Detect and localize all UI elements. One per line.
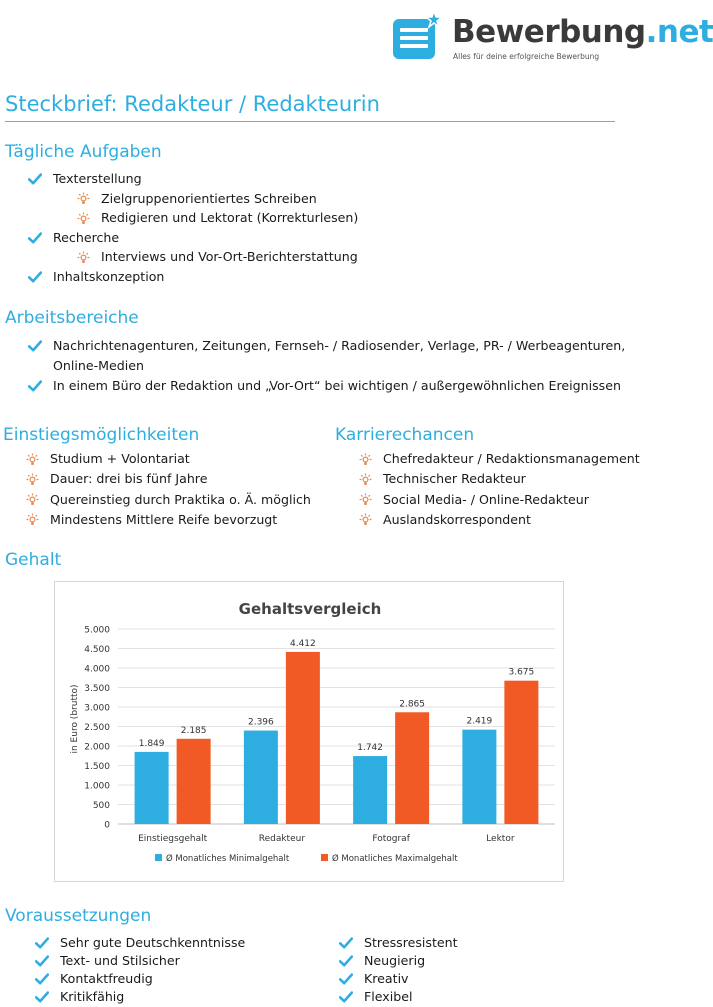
chart-y-tick-label: 2.500 xyxy=(84,723,110,733)
list-item-text: Inhaltskonzeption xyxy=(53,269,165,284)
chart-y-tick-label: 4.500 xyxy=(84,645,110,655)
list-item-text: Auslandskorrespondent xyxy=(383,511,531,527)
list-item-text: Technischer Redakteur xyxy=(383,471,526,487)
check-icon xyxy=(28,267,42,287)
chart-data-label: 2.396 xyxy=(247,717,274,728)
check-icon xyxy=(35,969,49,989)
chart-x-tick-label: Lektor xyxy=(486,834,515,844)
chart-bar-min xyxy=(244,731,278,824)
chart-legend-label: Ø Monatliches Maximalgehalt xyxy=(332,854,458,864)
chart-bar-max xyxy=(504,681,538,824)
chart-y-axis-label: in Euro (brutto) xyxy=(70,684,80,754)
logo-word-main: Bewerbung xyxy=(452,14,646,50)
list-item-text: Text- und Stilsicher xyxy=(60,953,180,968)
list-item-text: Zielgruppenorientiertes Schreiben xyxy=(101,190,317,206)
lightbulb-icon xyxy=(358,490,372,510)
logo-document-icon xyxy=(392,11,446,61)
chart-bar-max xyxy=(395,712,429,824)
list-item xyxy=(35,951,180,971)
list-item xyxy=(35,987,124,1007)
list-item xyxy=(25,490,311,510)
lightbulb-icon xyxy=(76,247,90,267)
list-item-text: Studium + Volontariat xyxy=(50,451,190,466)
chart-data-label: 2.185 xyxy=(180,725,207,736)
chart-data-label: 1.742 xyxy=(357,743,384,754)
list-item xyxy=(76,189,317,209)
list-item xyxy=(339,969,409,989)
list-item-text: Sehr gute Deutschkenntnisse xyxy=(60,935,246,950)
chart-x-tick-label: Fotograf xyxy=(372,834,410,844)
chart-bar-min xyxy=(135,752,169,824)
lightbulb-icon xyxy=(358,510,372,530)
list-item xyxy=(25,449,190,469)
chart-bar-min xyxy=(353,756,387,824)
chart-bar-max xyxy=(286,652,320,824)
lightbulb-icon xyxy=(25,510,39,530)
check-icon xyxy=(339,987,353,1007)
list-item xyxy=(35,933,245,953)
check-icon xyxy=(35,951,49,971)
list-item xyxy=(25,510,277,530)
chart-y-tick-label: 4.000 xyxy=(84,664,110,675)
brand-logo[interactable] xyxy=(392,4,713,64)
list-item xyxy=(339,987,412,1007)
list-item-text: Texterstellung xyxy=(53,171,142,186)
chart-x-tick-label: Einstiegsgehalt xyxy=(138,834,208,844)
salary-chart xyxy=(54,581,564,882)
chart-y-tick-label: 5.000 xyxy=(84,625,110,636)
check-icon xyxy=(35,933,49,953)
list-item-text: Flexibel xyxy=(364,989,413,1004)
list-item xyxy=(339,951,425,971)
list-item xyxy=(35,969,153,989)
check-icon xyxy=(28,228,42,248)
chart-data-label: 2.419 xyxy=(466,716,493,727)
check-icon xyxy=(339,951,353,971)
list-item-text: Dauer: drei bis fünf Jahre xyxy=(50,471,208,487)
lightbulb-icon xyxy=(358,449,372,469)
list-item xyxy=(76,247,358,267)
chart-y-tick-label: 3.500 xyxy=(84,684,110,694)
chart-y-tick-label: 2.000 xyxy=(84,742,110,753)
list-item xyxy=(358,449,640,469)
list-item-text: Recherche xyxy=(53,229,120,245)
check-icon xyxy=(28,169,42,189)
list-item xyxy=(358,469,526,489)
heading-taegliche-aufgaben: Tägliche Aufgaben xyxy=(5,142,162,162)
heading-arbeitsbereiche: Arbeitsbereiche xyxy=(5,308,139,328)
logo-word-tld: .net xyxy=(645,14,713,50)
list-item xyxy=(28,169,142,189)
lightbulb-icon xyxy=(76,208,90,228)
logo-wordmark xyxy=(452,14,713,50)
list-item-text: Stressresistent xyxy=(364,935,458,950)
chart-bar-max xyxy=(177,739,211,824)
list-item-continuation xyxy=(53,356,144,376)
lightbulb-icon xyxy=(25,469,39,489)
list-item-text: Social Media- / Online-Redakteur xyxy=(383,491,589,507)
list-item-text: Kontaktfreudig xyxy=(60,971,153,986)
list-item xyxy=(339,933,458,953)
chart-legend-swatch xyxy=(321,854,328,861)
check-icon xyxy=(35,987,49,1007)
list-item xyxy=(28,228,119,248)
chart-legend-label: Ø Monatliches Minimalgehalt xyxy=(166,854,290,864)
list-item-text: In einem Büro der Redaktion und „Vor-Ort“ bei wichtigen / außergewöhnlichen Ereignissen xyxy=(53,378,621,393)
list-item-text: Quereinstieg durch Praktika o. Ä. möglich xyxy=(50,491,311,507)
chart-title: Gehaltsvergleich xyxy=(238,600,382,618)
logo-tagline: Alles für deine erfolgreiche Bewerbung xyxy=(453,52,600,61)
list-item-text: Chefredakteur / Redaktionsmanagement xyxy=(383,451,640,466)
heading-gehalt: Gehalt xyxy=(5,550,62,570)
check-icon xyxy=(339,969,353,989)
heading-karrierechancen: Karrierechancen xyxy=(335,425,475,445)
lightbulb-icon xyxy=(76,189,90,209)
chart-data-label: 3.675 xyxy=(508,667,535,678)
list-item-text: Neugierig xyxy=(364,953,426,968)
list-item-text: Kritikfähig xyxy=(60,989,125,1004)
list-item xyxy=(28,267,164,287)
list-item xyxy=(358,510,531,530)
list-item xyxy=(358,490,589,510)
chart-bar-min xyxy=(462,730,496,824)
list-item xyxy=(28,376,621,396)
list-item-text: Online-Medien xyxy=(53,358,145,373)
salary-chart-canvas xyxy=(55,582,563,881)
list-item-text: Redigieren und Lektorat (Korrekturlesen) xyxy=(101,210,359,226)
lightbulb-icon xyxy=(358,469,372,489)
chart-y-tick-label: 1.000 xyxy=(84,781,110,792)
list-item-text: Kreativ xyxy=(364,971,409,986)
chart-data-label: 1.849 xyxy=(138,738,165,749)
list-item-text: Mindestens Mittlere Reife bevorzugt xyxy=(50,511,278,527)
list-item xyxy=(28,336,625,356)
lightbulb-icon xyxy=(25,490,39,510)
chart-x-tick-label: Redakteur xyxy=(258,834,306,844)
chart-y-tick-label: 3.000 xyxy=(84,703,110,714)
chart-y-tick-label: 1.500 xyxy=(84,762,110,772)
title-divider xyxy=(5,121,615,122)
heading-voraussetzungen: Voraussetzungen xyxy=(5,906,152,926)
chart-data-label: 2.865 xyxy=(399,699,426,710)
page-title: Steckbrief: Redakteur / Redakteurin xyxy=(5,92,380,116)
check-icon xyxy=(28,336,42,356)
chart-y-tick-label: 0 xyxy=(104,820,110,831)
heading-einstiegsmoeglichkeiten: Einstiegsmöglichkeiten xyxy=(3,425,200,445)
list-item-text: Nachrichtenagenturen, Zeitungen, Fernseh- / Radiosender, Verlage, PR- / Werbeagenturen, xyxy=(53,338,626,353)
list-item xyxy=(76,208,358,228)
check-icon xyxy=(339,933,353,953)
check-icon xyxy=(28,376,42,396)
list-item xyxy=(25,469,207,489)
chart-y-tick-label: 500 xyxy=(92,801,110,811)
chart-data-label: 4.412 xyxy=(289,638,316,649)
lightbulb-icon xyxy=(25,449,39,469)
list-item-text: Interviews und Vor-Ort-Berichterstattung xyxy=(101,249,358,265)
chart-legend-swatch xyxy=(155,854,162,861)
